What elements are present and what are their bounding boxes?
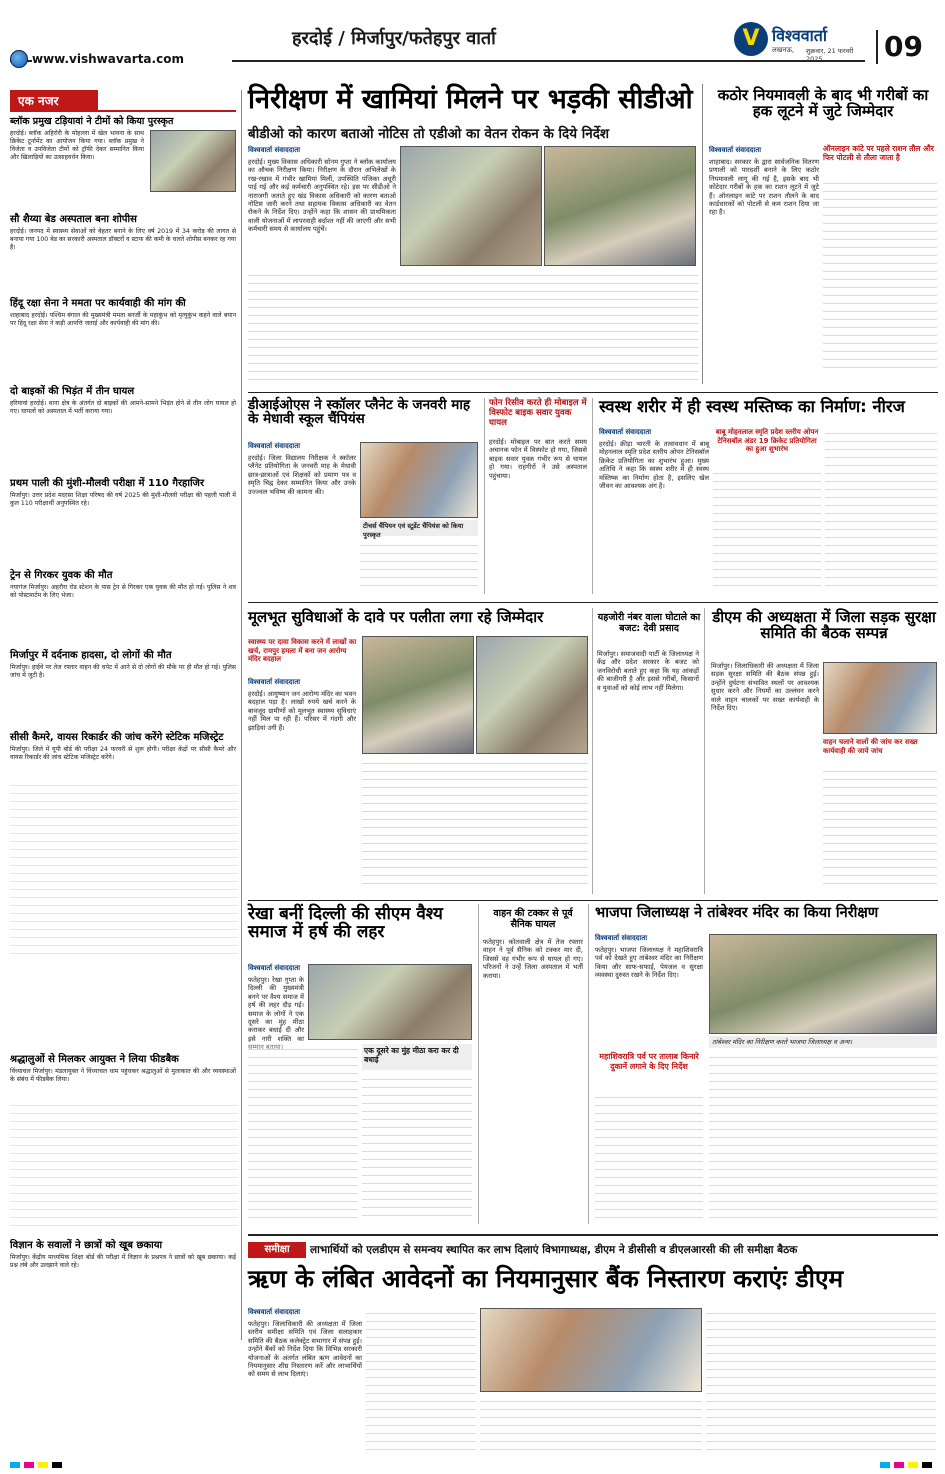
story-headline: स्वस्थ शरीर में ही स्वस्थ मस्तिष्क का निर्माण: नीरज [599, 397, 905, 416]
registration-mark [894, 1462, 904, 1468]
meeting-photo [823, 662, 937, 734]
review-tag: समीक्षा [248, 1242, 306, 1258]
story-headline: यहजोरी नंबर वाला घोटाले का बजट: देवी प्रसाद [597, 612, 701, 634]
registration-mark [908, 1462, 918, 1468]
ek-nazar-rule [10, 110, 236, 112]
story-filler [823, 766, 937, 890]
masthead-bar [0, 0, 945, 76]
brand-logo-icon: V [734, 22, 768, 56]
story-filler [362, 1074, 472, 1220]
review-strap: लाभार्थियों को एलडीएम से समन्वय स्थापित कर लाभ दिलाएं विभागाध्यक्ष, डीएम ने डीसीसी व डीएलआरसी की ली समीक्षा बैठक [310, 1244, 798, 1256]
brief-title: प्रथम पाली की मुंशी-मौलवी परीक्षा में 110 गैरहाजिर [10, 478, 205, 489]
review-story [248, 1234, 938, 1456]
story-filler [480, 1396, 702, 1454]
registration-mark [38, 1462, 48, 1468]
rekha-story [248, 904, 474, 1224]
brief-photo [150, 130, 236, 192]
brief-body: मिर्जापुर। जिले में यूपी बोर्ड की परीक्षा 24 फरवरी से शुरू होगी। परीक्षा केंद्रों पर सीसी कैमरे और वायस रिकार्डर की जांच स्टेटिक मजिस्ट्रेट करेंगे। [10, 746, 236, 761]
brief-title: दो बाइकों की भिड़ंत में तीन घायल [10, 386, 135, 397]
celebration-photo [308, 964, 472, 1040]
registration-mark [52, 1462, 62, 1468]
lead-byline: विश्ववार्ता संवाददाता [248, 146, 301, 154]
section-title: हरदोई / मिर्जापुर/फतेहपुर वार्ता [292, 28, 496, 49]
story-byline: विश्ववार्ता संवाददाता [599, 428, 652, 436]
ek-nazar-label: एक नजर [10, 90, 98, 110]
registration-mark [922, 1462, 932, 1468]
brief-title: सीसी कैमरे, वायस रिकार्डर की जांच करेंगे स्टेटिक मजिस्ट्रेट [10, 732, 224, 743]
story-filler [595, 1092, 703, 1220]
story-body: हरदोई। मोबाइल पर बात करते समय अचानक फोन में विस्फोट हो गया, जिससे बाइक सवार युवक गंभीर रूप से घायल हो गया। राहगीरों ने उसे अस्पताल पहुंचाया। [489, 438, 587, 480]
story-headline: डीआईओएस ने स्कॉलर प्लैनेट के जनवरी माह के मेधावी स्कूल चैंपियंस [248, 397, 471, 428]
brief-body: हरदोई। जनपद में स्वास्थ्य सेवाओं को बेहतर बनाने के लिए वर्ष 2019 में 34 करोड़ की लागत से बनाया गया 100 बेड का सरकारी अस्पताल डॉक्टरों व स्टाफ की कमी के चलते शोपीस बनकर रह गया है। [10, 228, 236, 251]
story-byline: विश्ववार्ता संवाददाता [248, 964, 301, 972]
brief-body: हरियावां हरदोई। थाना क्षेत्र के अंतर्गत दो बाइकों की आमने-सामने भिड़ंत होने से तीन लोग घायल हो गए। घायलों को अस्पताल में भर्ती कराया गया। [10, 400, 236, 415]
story-filler [366, 1308, 476, 1454]
story-byline: विश्ववार्ता संवाददाता [248, 1308, 301, 1316]
dios-photo [360, 442, 478, 518]
divider [248, 392, 938, 393]
photo-caption: तांबेश्वर मंदिर का निरीक्षण करते भाजपा जिलाध्यक्ष व अन्य। [709, 1036, 937, 1048]
story-filler [362, 758, 588, 890]
story-headline: वाहन की टक्कर से पूर्व सैनिक घायल [493, 908, 573, 930]
facility-photo [362, 636, 474, 754]
side-note: वाहन चलाने वालों की जांच कर सख्त कार्यवाही की जाये जांच [823, 738, 918, 755]
story-body: हरदोई। जिला विद्यालय निरीक्षक ने स्कॉलर प्लैनेट प्रतियोगिता के जनवरी माह के मेधावी छात्र-छात्राओं एवं शिक्षकों को प्रमाण पत्र व स्मृति चिह्न देकर सम्मानित किया और उनके उज्ज्वल भविष्य की कामना की। [248, 454, 356, 496]
story-body: फतेहपुर। रेखा गुप्ता के दिल्ली की मुख्यमंत्री बनने पर वैश्य समाज में हर्ष की लहर दौड़ गई। समाज के लोगों ने एक दूसरे का मुंह मीठा कराकर बधाई दी और इसे नारी शक्ति का सम्मान बताया। [248, 976, 304, 1052]
story-headline: मूलभूत सुविधाओं के दावे पर पलीता लगा रहे जिम्मेदार [248, 608, 544, 626]
website-url[interactable]: www.vishwavarta.com [32, 52, 232, 68]
story-byline: विश्ववार्ता संवाददाता [595, 934, 648, 942]
divider [248, 900, 938, 901]
brief-body: विंध्याचल मिर्जापुर। मंडलायुक्त ने विंध्याचल धाम पहुंचकर श्रद्धालुओं से मुलाकात की और व्यवस्थाओं के संबंध में फीडबैक लिया। [10, 1068, 236, 1083]
left-filler [10, 780, 238, 960]
story-headline: फोन रिसीव करते ही मोबाइल में विस्फोट बाइक सवार युवक घायल [489, 398, 587, 428]
registration-mark [880, 1462, 890, 1468]
news-brief [10, 1240, 236, 1340]
brief-title: मिर्जापुर में दर्दनाक हादसा, दो लोगों की मौत [10, 650, 172, 661]
road-safety-story [704, 608, 938, 894]
dios-story [248, 398, 480, 594]
story-filler [360, 540, 478, 592]
meeting-photo [480, 1308, 702, 1392]
lead-filler [248, 270, 698, 380]
lead-photo [400, 146, 542, 266]
story-headline: भाजपा जिलाध्यक्ष ने तांबेश्वर मंदिर का किया निरीक्षण [595, 905, 879, 921]
brief-title: श्रद्धालुओं से मिलकर आयुक्त ने लिया फीडबैक [10, 1054, 179, 1065]
photo-caption: एक दूसरे का मुंह मीठा करा कर दी बधाई [362, 1044, 472, 1070]
story-body: फतेहपुर। जिलाधिकारी की अध्यक्षता में जिला स्तरीय समीक्षा समिति एवं जिला सलाहकार समिति की बैठक कलेक्ट्रेट सभागार में संपन्न हुई। उन्होंने बैंकों को निर्देश दिया कि विभिन्न सरकारी योजनाओं के अंतर्गत लंबित ऋण आवेदनों का नियमानुसार शीघ्र निस्तारण करें और लाभार्थियों को समय से लाभ दिलाएं। [248, 1320, 362, 1379]
story-body: फतेहपुर। भाजपा जिलाध्यक्ष ने महाशिवरात्रि पर्व को देखते हुए तांबेश्वर मंदिर का निरीक्षण किया और साफ-सफाई, पेयजल व सुरक्षा व्यवस्था दुरुस्त रखने के निर्देश दिए। [595, 946, 703, 980]
story-body: हरदोई। क्रीड़ा भारती के तत्वावधान में बाबू मोहनलाल स्मृति प्रदेश स्तरीय ओपन टेनिसबॉल क्रिकेट प्रतियोगिता का शुभारंभ हुआ। मुख्य अतिथि ने कहा कि स्वस्थ शरीर में ही स्वस्थ मस्तिष्क का निर्माण होता है, इसलिए खेल जीवन का आवश्यक अंग है। [599, 440, 709, 491]
accident-story [478, 904, 584, 1224]
lead-body: हरदोई। मुख्य विकास अधिकारी सोनम गुप्ता ने ब्लॉक कार्यालय का औचक निरीक्षण किया। निरीक्षण के दौरान अभिलेखों के रख-रखाव में गंभीर खामियां मिलीं, उपस्थिति पंजिका अधूरी पाई गई और कई कर्मचारी अनुपस्थित रहे। इस पर सीडीओ ने नाराजगी जताते हुए खंड विकास अधिकारी को कारण बताओ नोटिस जारी करने तथा सहायक विकास अधिकारी का वेतन रोकने के निर्देश दिए। उन्होंने कहा कि शासन की प्राथमिकता वाली योजनाओं में लापरवाही बर्दाश्त नहीं की जाएगी और सभी कर्मचारी समय से कार्यालय पहुंचें। [248, 158, 396, 234]
lead-story [248, 84, 698, 384]
health-story [592, 398, 938, 594]
brief-body: मिर्जापुर। केंद्रीय माध्यमिक शिक्षा बोर्ड की परीक्षा में विज्ञान के प्रश्नपत्र ने छात्रों को खूब छकाया। कई प्रश्न लंबे और उलझाने वाले रहे। [10, 1254, 236, 1269]
side-note: स्वास्थ्य पर दावा विकास करने में लाखों का खर्च, रामपुर हमला में बना जन आरोग्य मंदिर बदहाल [248, 638, 357, 664]
news-brief [10, 116, 236, 206]
story-byline: विश्ववार्ता संवाददाता [248, 442, 301, 450]
facility-photo [476, 636, 588, 754]
basic-facilities-story [248, 608, 588, 894]
side-note: ऑनलाइन कांटे पर पहले राशन तौल और फिर पोटली से तौला जाता है [823, 144, 934, 162]
lead-headline: निरीक्षण में खामियां मिलने पर भड़की सीडीओ [248, 84, 693, 115]
left-filler [10, 1100, 238, 1230]
brief-title: ट्रेन से गिरकर युवक की मौत [10, 570, 113, 581]
poor-rights-story [702, 84, 938, 384]
temple-photo [709, 934, 937, 1034]
bike-story [484, 398, 588, 594]
registration-mark [24, 1462, 34, 1468]
brief-body: शाहाबाद हरदोई। पश्चिम बंगाल की मुख्यमंत्री ममता बनर्जी के महाकुंभ को मृत्युकुंभ कहने वाले बयान पर हिंदू रक्षा सेना ने कड़ी आपत्ति जताई और कार्यवाही की मांग की। [10, 312, 236, 327]
photo-caption: टीचर्स चैंपियन एवं स्टूडेंट चैंपियंस को किया पुरस्कृत [360, 520, 478, 536]
story-filler [825, 428, 937, 592]
story-filler [823, 178, 937, 372]
lead-photo [544, 146, 696, 266]
story-filler [713, 468, 821, 592]
lead-subhead: बीडीओ को कारण बताओ नोटिस तो एडीओ का वेतन रोकन के दिये निर्देश [248, 126, 610, 142]
story-body: शाहाबाद। सरकार के द्वारा सार्वजनिक वितरण प्रणाली को पारदर्शी बनाने के लिए कठोर नियमावली लागू की गई है, इसके बाद भी कोटेदार गरीबों के हक का राशन लूटने में जुटे हैं। ऑनलाइन कांटे पर राशन तौलने के बाद कार्डधारकों को पोटली से कम राशन दिया जा रहा है। [709, 158, 819, 217]
story-body: मिर्जापुर। समाजवादी पार्टी के जिलाध्यक्ष ने केंद्र और प्रदेश सरकार के बजट को जनविरोधी बताते हुए कहा कि यह आंकड़ों की बाजीगरी है और इससे गरीबों, किसानों व युवाओं को कोई लाभ नहीं मिलेगा। [597, 650, 699, 692]
brief-title: ब्लॉक प्रमुख टड़ियावां ने टीमों को किया पुरस्कृत [10, 116, 174, 127]
story-body: मिर्जापुर। जिलाधिकारी की अध्यक्षता में जिला सड़क सुरक्षा समिति की बैठक संपन्न हुई। उन्होंने दुर्घटना संभावित स्थलों पर आवश्यक सुधार करने और नियमों का उल्लंघन करने वाले वाहन चालकों पर सख्त कार्यवाही के निर्देश दिए। [711, 662, 819, 713]
page-number: 09 [876, 30, 936, 64]
story-filler [248, 1044, 358, 1220]
divider [248, 602, 938, 603]
brief-body: मिर्जापुर। हाईवे पर तेज रफ्तार वाहन की चपेट में आने से दो लोगों की मौके पर ही मौत हो गई। पुलिस जांच में जुटी है। [10, 664, 236, 679]
budget-story [592, 608, 700, 894]
globe-icon [10, 50, 28, 68]
brief-body: नयागंज मिर्जापुर। अहरौरा रोड स्टेशन के पास ट्रेन से गिरकर एक युवक की मौत हो गई। पुलिस ने शव को पोस्टमार्टम के लिए भेजा। [10, 584, 236, 599]
story-body: फतेहपुर। कोतवाली क्षेत्र में तेज रफ्तार वाहन ने पूर्व सैनिक को टक्कर मार दी, जिससे वह गंभीर रूप से घायल हो गए। परिजनों ने उन्हें जिला अस्पताल में भर्ती कराया। [483, 938, 583, 980]
story-byline: विश्ववार्ता संवाददाता [709, 146, 762, 154]
story-byline: विश्ववार्ता संवाददाता [248, 678, 301, 686]
brief-body: मिर्जापुर। उत्तर प्रदेश मदरसा शिक्षा परिषद की वर्ष 2025 की मुंशी-मौलवी परीक्षा की पहली पाली में कुल 110 परीक्षार्थी अनुपस्थित रहे। [10, 492, 236, 507]
header-date: शुक्रवार, 21 फरवरी 2025 [806, 47, 854, 63]
story-body: हरदोई। आयुष्मान जन आरोग्य मंदिर का भवन बदहाल पड़ा है। लाखों रुपये खर्च करने के बावजूद ग्रामीणों को मूलभूत स्वास्थ्य सुविधाएं नहीं मिल पा रही हैं। परिसर में गंदगी और झाड़ियां उगी हैं। [248, 690, 356, 732]
review-headline: ऋण के लंबित आवेदनों का नियमानुसार बैंक निस्तारण कराएंः डीएम [248, 1264, 844, 1293]
header-city: लखनऊ, [772, 46, 795, 54]
registration-mark [10, 1462, 20, 1468]
story-filler [709, 1052, 937, 1220]
story-headline: डीएम की अध्यक्षता में जिला सड़क सुरक्षा समिति की बैठक सम्पन्न [712, 608, 936, 642]
bjp-story [588, 904, 938, 1224]
brief-title: सौ शैय्या बेड अस्पताल बना शोपीस [10, 214, 137, 225]
story-headline: कठोर नियमावली के बाद भी गरीबों का हक लूटने में जुटे जिम्मेदार [717, 86, 929, 120]
side-note: बाबू मोहनलाल स्मृति प्रदेश स्तरीय ओपन टेनिसबॉल अंडर 19 क्रिकेट प्रतियोगिता का हुआ शुभारंभ [715, 428, 819, 454]
brand-name: विश्ववार्ता [772, 26, 828, 45]
story-filler [706, 1308, 936, 1454]
brief-title: विज्ञान के सवालों ने छात्रों को खूब छकाया [10, 1240, 163, 1251]
brief-body: हरदोई। ब्लॉक अहिरोरी के मोहल्ला में खेल भावना के साथ क्रिकेट टूर्नामेंट का आयोजन किया गया। ब्लॉक प्रमुख ने विजेता व उपविजेता टीमों को ट्रॉफी देकर सम्मानित किया और खिलाड़ियों का उत्साहवर्धन किया। [10, 130, 144, 161]
story-headline: रेखा बनीं दिल्ली की सीएम वैश्य समाज में हर्ष की लहर [248, 904, 443, 942]
brief-title: हिंदू रक्षा सेना ने ममता पर कार्यवाही की मांग की [10, 298, 186, 309]
side-note: महाशिवरात्रि पर्व पर तालाब किनारे दुकानें लगाने के दिए निर्देश [599, 1052, 699, 1071]
